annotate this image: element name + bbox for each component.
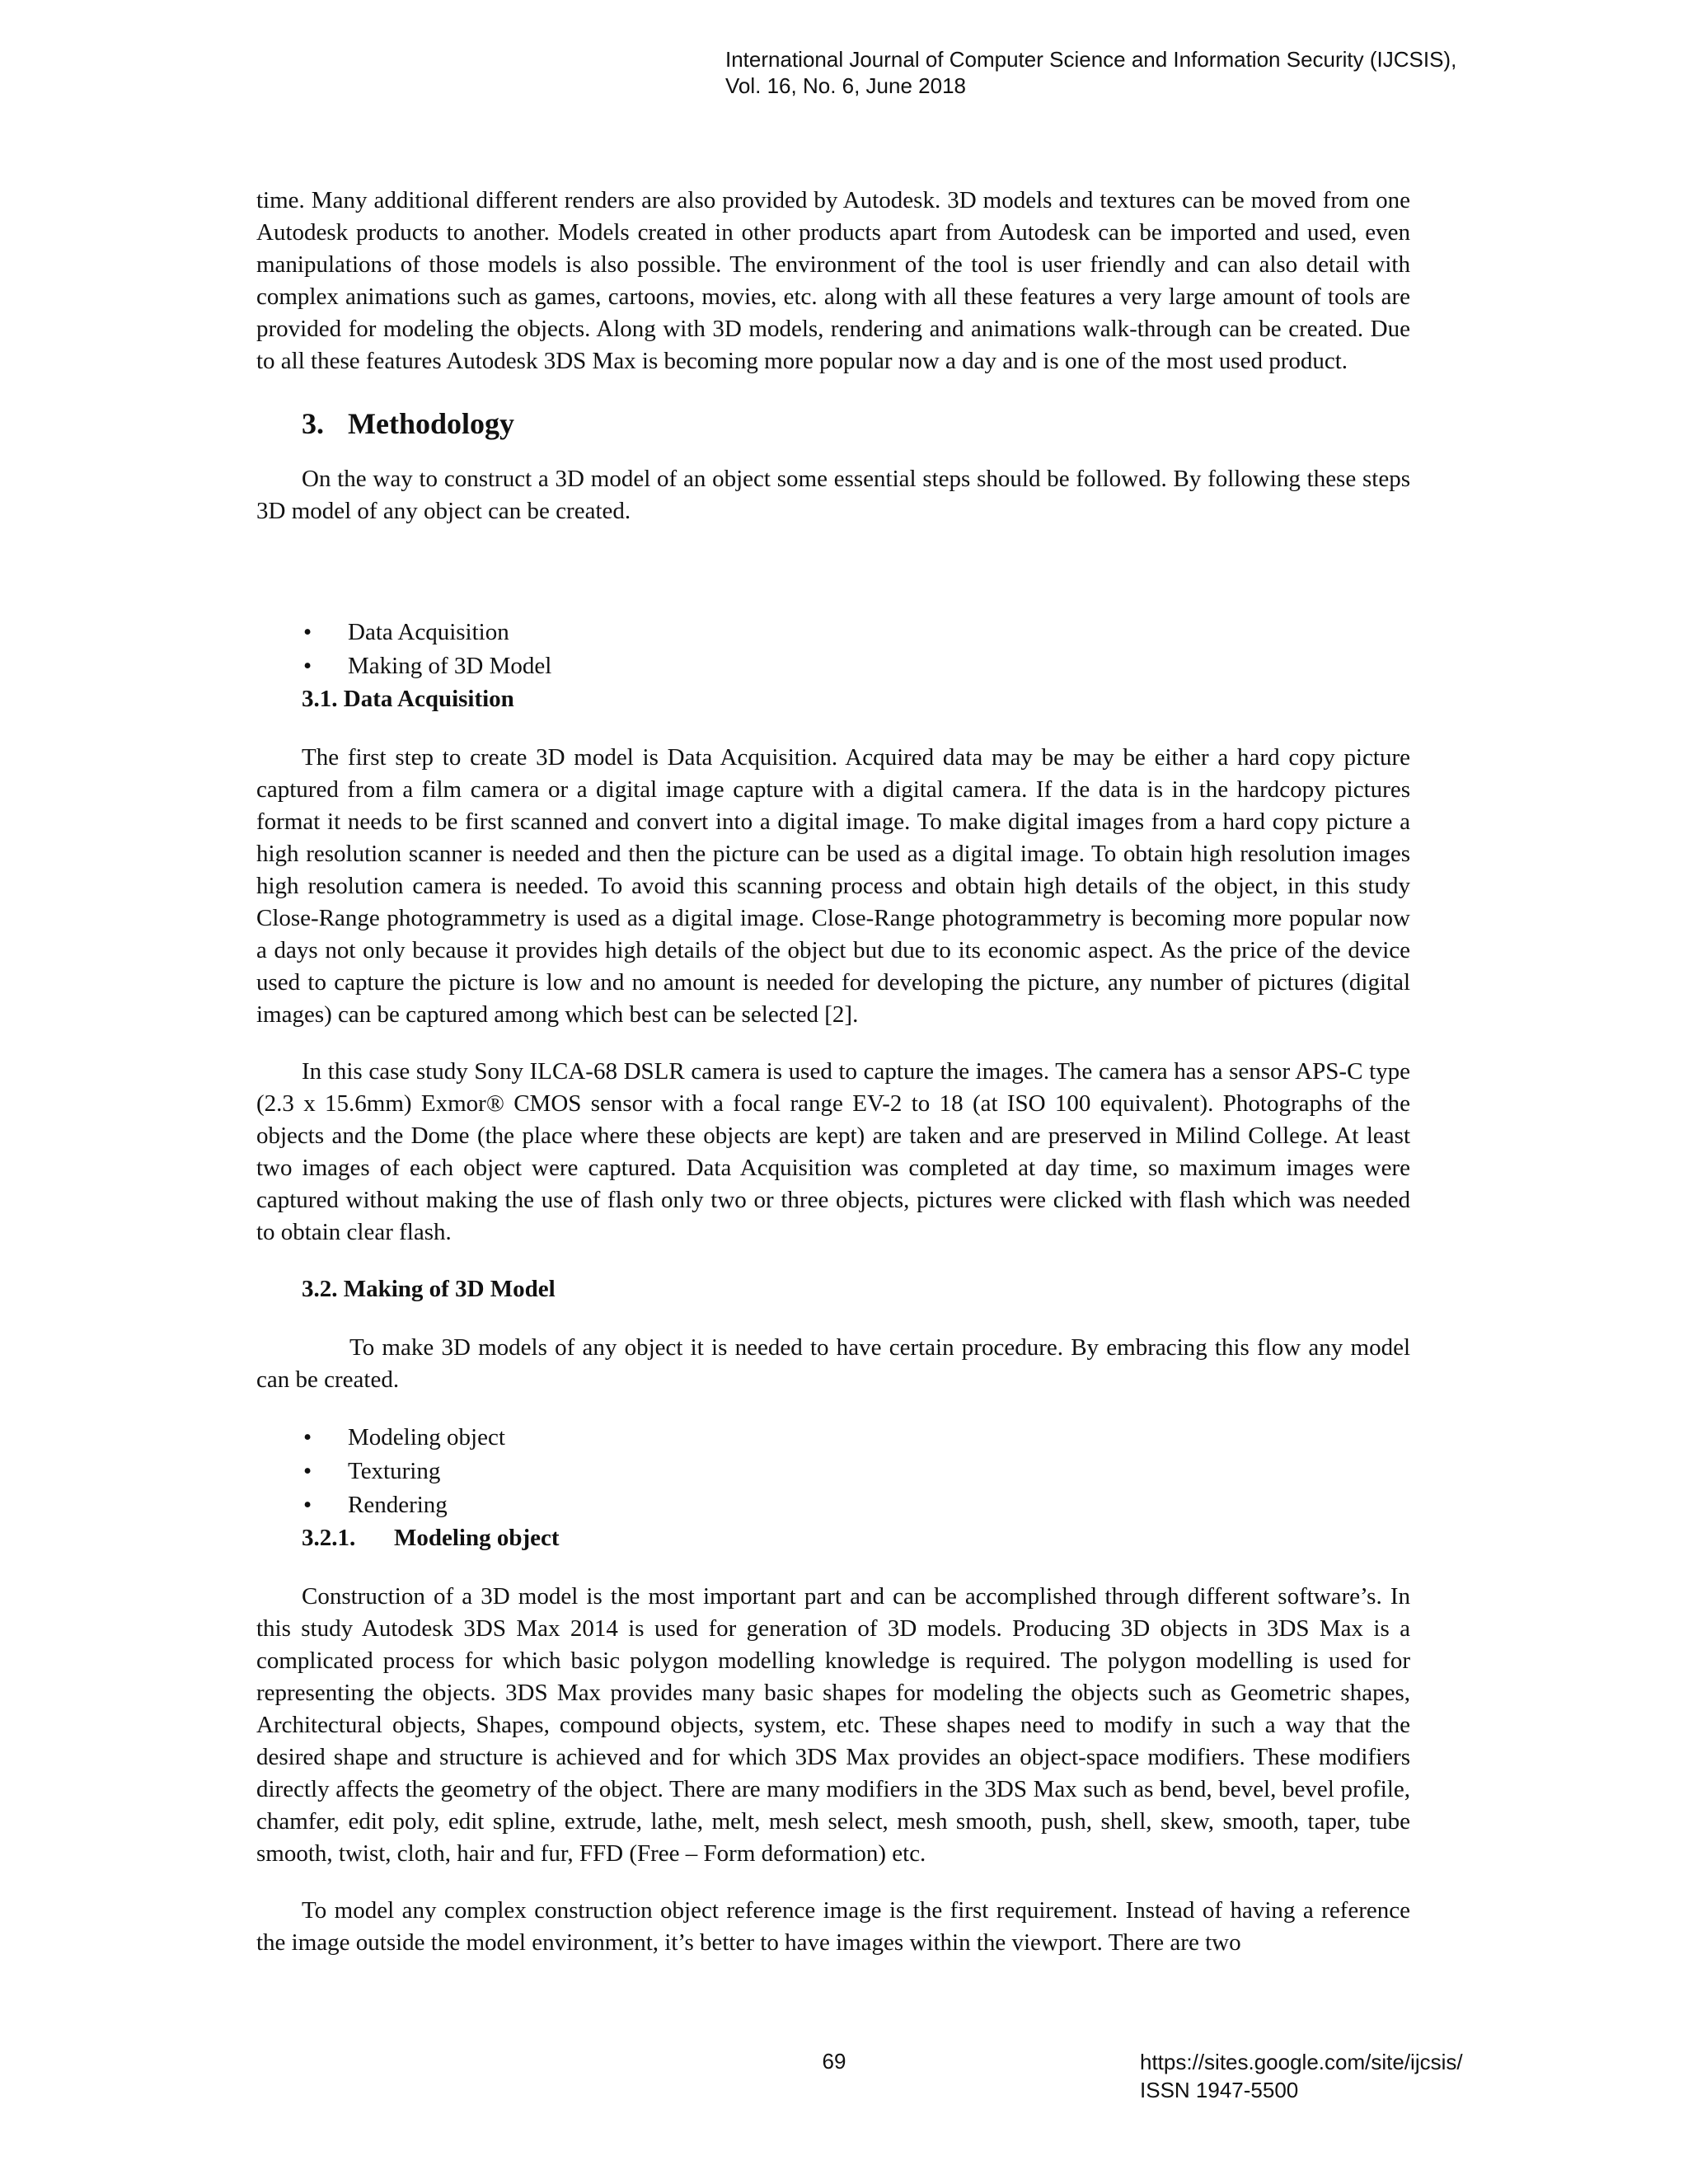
- section-3-1-paragraph-2: In this case study Sony ILCA-68 DSLR camera is used to capture the images. The camera has a sensor APS-C type (2.3 x 15.6mm) Exmor® CMOS sensor with a focal range EV-2 to 18 (at ISO 100 equivalent). Photographs of the objects and the Dome (the place where these objects are kept) are taken and are preserved in Milind College. At least two images of each object were captured. Data Acquisition was completed at day time, so maximum images were captured without making the use of flash only two or three objects, pictures were clicked with flash which was needed to obtain clear flash.: [256, 1058, 1410, 1245]
- page-body: [256, 185, 1410, 1959]
- list-item: • Rendering: [302, 1488, 1410, 1522]
- section-3-heading: [302, 405, 1410, 442]
- page-number: 69: [822, 2049, 846, 2074]
- journal-url: https://sites.google.com/site/ijcsis/: [1140, 2050, 1463, 2074]
- intro-paragraph: time. Many additional different renders are also provided by Autodesk. 3D models and textures can be moved from one Autodesk products to another. Models created in other products apart from Autodesk can be imported and used, even manipulations of those models is also possible. The environment of the tool is user friendly and can also detail with complex animations such as games, cartoons, movies, etc. along with all these features a very large amount of tools are provided for modeling the objects. Along with 3D models, rendering and animations walk-through can be created. Due to all these features Autodesk 3DS Max is becoming more popular now a day and is one of the most used product.: [256, 187, 1410, 374]
- journal-header-line2: Vol. 16, No. 6, June 2018: [725, 73, 966, 98]
- journal-header: [725, 46, 1456, 99]
- bullet-icon: •: [303, 1492, 312, 1518]
- section-3-title: Methodology: [348, 407, 514, 440]
- section-3-1-paragraph-1: The first step to create 3D model is Data Acquisition. Acquired data may be may be either a hard copy picture captured from a film camera or a digital image capture with a digital camera. If the data is in the hardcopy pictures format it needs to be first scanned and convert into a digital image. To make digital images from a hard copy picture a high resolution scanner is needed and then the picture can be used as a digital image. To obtain high resolution images high resolution camera is needed. To avoid this scanning process and obtain high details of the object, in this study Close-Range photogrammetry is used as a digital image. Close-Range photogrammetry is becoming more popular now a days not only because it provides high details of the object but due to its economic aspect. As the price of the device used to capture the picture is low and no amount is needed for developing the picture, any number of pictures (digital images) can be captured among which best can be selected [2].: [256, 744, 1410, 1028]
- bullet-icon: •: [303, 619, 312, 645]
- section-3-2-1-title: Modeling object: [394, 1525, 560, 1551]
- section-3-2-1-paragraph-1: Construction of a 3D model is the most important part and can be accomplished through different software’s. In this study Autodesk 3DS Max 2014 is used for generation of 3D models. Producing 3D objects in 3DS Max is a complicated process for which basic polygon modelling knowledge is required. The polygon modelling is used for representing the objects. 3DS Max provides many basic shapes for modeling the objects such as Geometric shapes, Architectural objects, Shapes, compound objects, system, etc. These shapes need to modify in such a way that the desired shape and structure is achieved and for which 3DS Max provides an object-space modifiers. These modifiers directly affects the geometry of the object. There are many modifiers in the 3DS Max such as bend, bevel, bevel profile, chamfer, edit poly, edit spline, extrude, lathe, melt, mesh select, mesh smooth, push, shell, skew, smooth, taper, tube smooth, twist, cloth, hair and fur, FFD (Free – Form deformation) etc.: [256, 1583, 1410, 1867]
- footer-info: [1140, 2048, 1463, 2104]
- section-3-2-1-heading: [302, 1522, 1410, 1554]
- list-item: • Making of 3D Model: [302, 649, 1410, 683]
- list-item: • Data Acquisition: [302, 616, 1410, 649]
- section-3-2-1-number: 3.2.1.: [302, 1525, 356, 1551]
- section-3-number: 3.: [302, 407, 324, 440]
- section-3-1-heading: 3.1. Data Acquisition: [302, 686, 514, 712]
- journal-header-line1: International Journal of Computer Science and Information Security (IJCSIS),: [725, 47, 1457, 72]
- list-item: • Modeling object: [302, 1421, 1410, 1455]
- section-3-2-1-paragraph-2: To model any complex construction object reference image is the first requirement. Instead of having a reference the image outside the model environment, it’s better to have images within the viewport. There are two: [256, 1897, 1410, 1956]
- section-3-2-heading: 3.2. Making of 3D Model: [302, 1276, 556, 1302]
- section-3-bullet-list: [256, 616, 1410, 683]
- section-3-paragraph: On the way to construct a 3D model of an object some essential steps should be followed. By following these steps 3D model of any object can be created.: [256, 466, 1410, 524]
- bullet-icon: •: [303, 1458, 312, 1484]
- bullet-icon: •: [303, 1424, 312, 1451]
- issn-label: ISSN 1947-5500: [1140, 2078, 1299, 2102]
- section-3-2-bullet-list: [256, 1421, 1410, 1522]
- list-item: • Texturing: [302, 1455, 1410, 1488]
- section-3-2-paragraph: To make 3D models of any object it is needed to have certain procedure. By embracing this flow any model can be created.: [256, 1334, 1410, 1393]
- bullet-icon: •: [303, 653, 312, 679]
